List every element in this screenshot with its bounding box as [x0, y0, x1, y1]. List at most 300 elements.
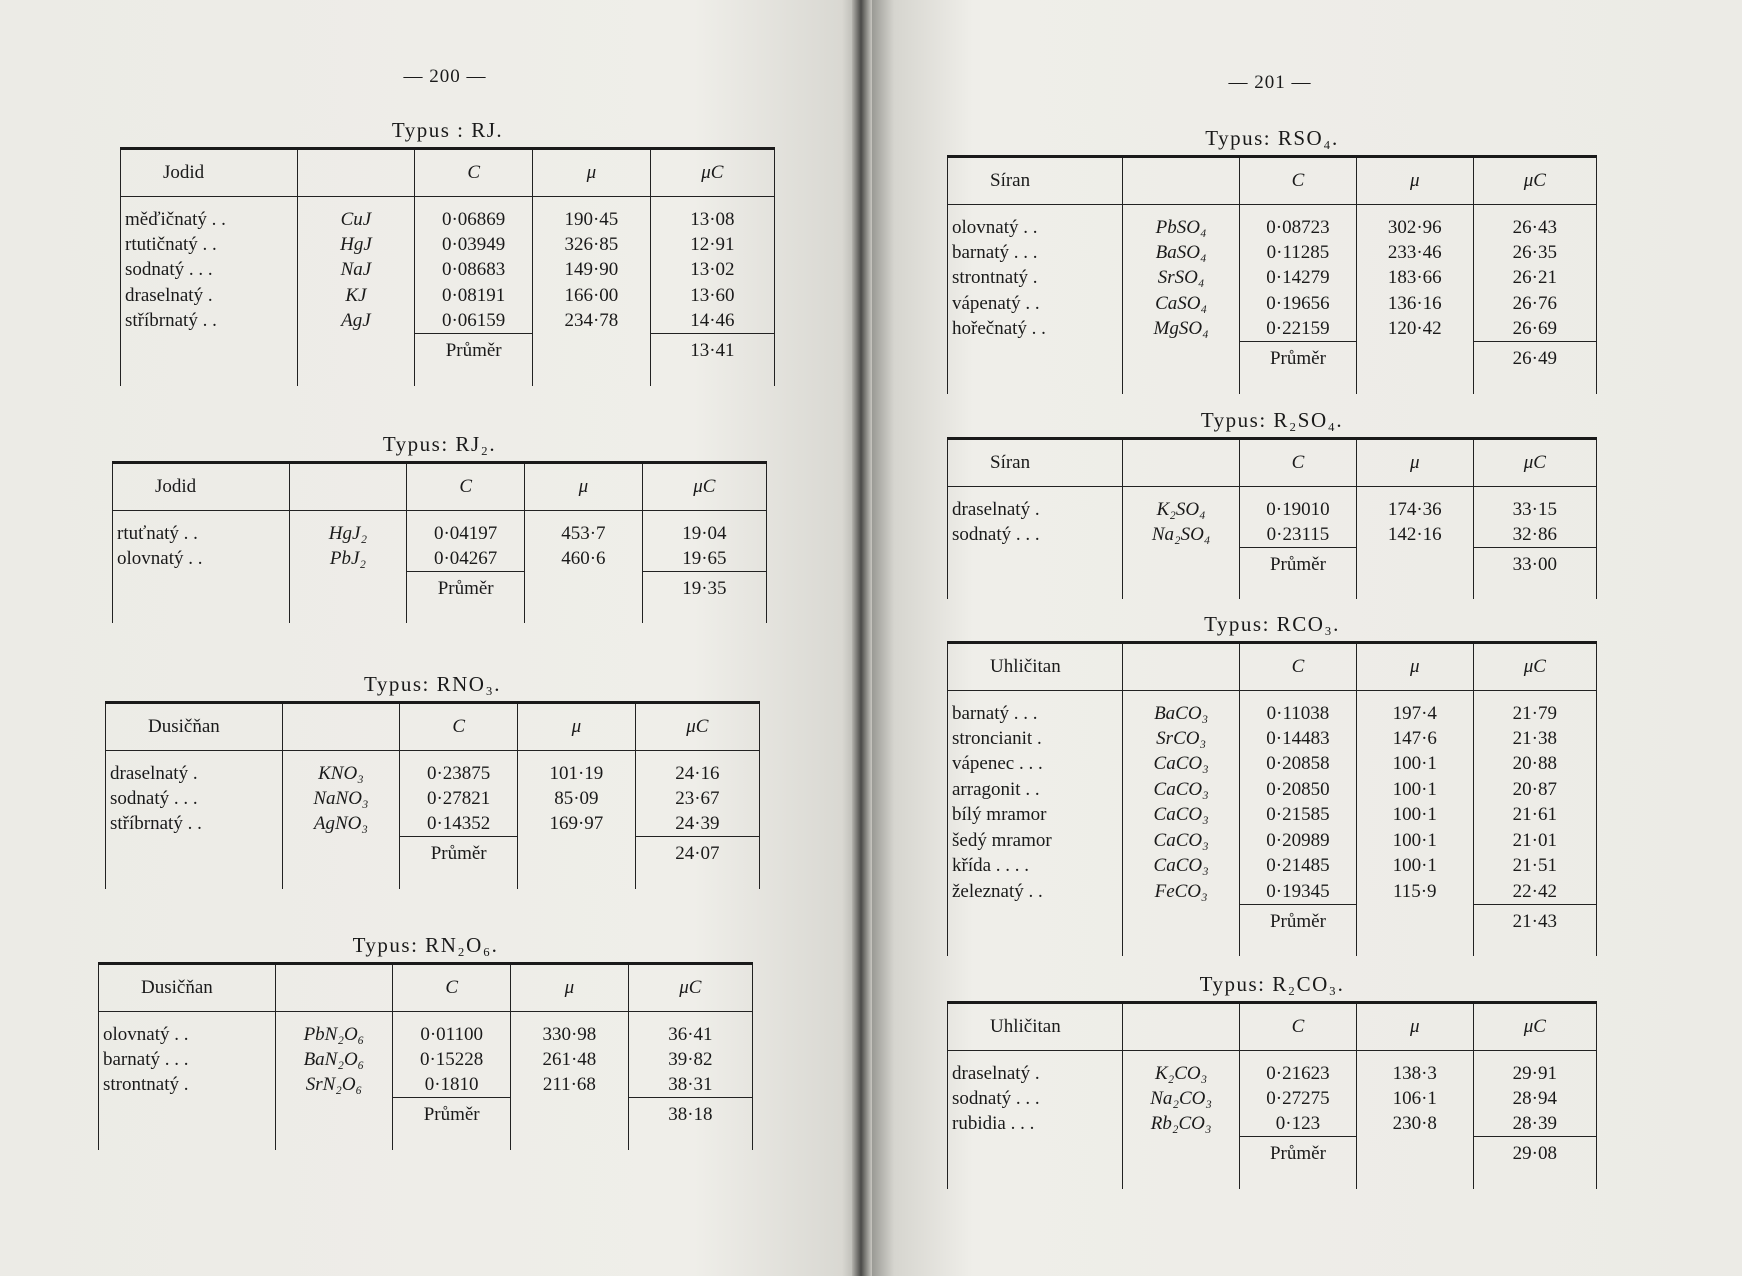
molecular-weight-mu: 197·4: [1356, 690, 1473, 726]
concentration-c: 0·14483: [1240, 726, 1357, 752]
formula: SrN₂O₆: [275, 1072, 393, 1098]
page-number-right: — 201 —: [1228, 72, 1312, 93]
molecular-weight-mu: 100·1: [1356, 853, 1473, 879]
table-row: [948, 1086, 1597, 1112]
formula: Rb₂CO₃: [1123, 1111, 1240, 1137]
average-row: [113, 571, 767, 605]
salt-name: šedý mramor: [948, 828, 1123, 854]
salt-name: olovnatý . .: [948, 204, 1123, 240]
formula: AgNO₃: [282, 811, 400, 837]
header-row: [948, 644, 1597, 690]
product-muc: 23·67: [635, 786, 759, 812]
empty-cell: [635, 871, 759, 889]
molecular-weight-mu: 115·9: [1356, 879, 1473, 905]
empty-cell: [948, 342, 1123, 376]
empty-cell: [1473, 938, 1596, 956]
column-header: μ: [1356, 440, 1473, 486]
column-header: [1123, 1004, 1240, 1050]
data-table: [947, 440, 1597, 599]
molecular-weight-mu: 100·1: [1356, 751, 1473, 777]
table-row: [106, 786, 760, 812]
formula: Na₂SO₄: [1123, 522, 1240, 548]
product-muc: 33·15: [1473, 486, 1596, 522]
data-table: [112, 464, 767, 623]
empty-cell: [113, 605, 290, 623]
empty-cell: [948, 904, 1123, 938]
page-number-left: — 200 —: [403, 66, 487, 87]
concentration-c: 0·20989: [1240, 828, 1357, 854]
product-muc: 24·39: [635, 811, 759, 837]
table-section: [120, 118, 775, 386]
salt-name: měďičnatý . .: [121, 196, 298, 232]
table-row: [948, 853, 1597, 879]
formula: K₂SO₄: [1123, 486, 1240, 522]
empty-cell: [511, 1132, 629, 1150]
table-section: [947, 126, 1597, 394]
empty-cell: [407, 605, 525, 623]
table-row: [948, 1050, 1597, 1086]
column-header: Jodid: [121, 150, 298, 196]
concentration-c: 0·08683: [415, 257, 533, 283]
concentration-c: 0·19010: [1240, 486, 1357, 522]
average-value: 19·35: [642, 571, 766, 605]
concentration-c: 0·08723: [1240, 204, 1357, 240]
salt-name: železnatý . .: [948, 879, 1123, 905]
empty-cell: [511, 1098, 629, 1132]
concentration-c: 0·20850: [1240, 777, 1357, 803]
salt-name: stříbrnatý . .: [121, 308, 298, 334]
salt-name: sodnatý . . .: [948, 1086, 1123, 1112]
empty-cell: [113, 571, 290, 605]
table-row: [948, 751, 1597, 777]
empty-cell: [642, 605, 766, 623]
molecular-weight-mu: 230·8: [1356, 1111, 1473, 1137]
concentration-c: 0·21585: [1240, 802, 1357, 828]
table-row: [106, 811, 760, 837]
molecular-weight-mu: 169·97: [518, 811, 636, 837]
column-header: [282, 704, 400, 750]
empty-cell: [1123, 904, 1240, 938]
column-header: C: [1240, 158, 1357, 204]
concentration-c: 0·23115: [1240, 522, 1357, 548]
empty-cell: [275, 1098, 393, 1132]
empty-cell: [1356, 342, 1473, 376]
empty-cell: [297, 368, 415, 386]
average-value: 24·07: [635, 837, 759, 871]
salt-name: barnatý . . .: [99, 1047, 276, 1073]
column-header: Uhličitan: [948, 644, 1123, 690]
empty-cell: [99, 1098, 276, 1132]
empty-cell: [1356, 1137, 1473, 1171]
product-muc: 20·87: [1473, 777, 1596, 803]
empty-cell: [1123, 938, 1240, 956]
table-row: [948, 316, 1597, 342]
average-row: [99, 1098, 753, 1132]
column-header: μC: [635, 704, 759, 750]
section-title: Typus: RSO₄.: [1205, 126, 1339, 150]
salt-name: rtutičnatý . .: [121, 232, 298, 258]
empty-cell: [1356, 376, 1473, 394]
empty-cell: [628, 1132, 752, 1150]
table-row: [948, 204, 1597, 240]
molecular-weight-mu: 211·68: [511, 1072, 629, 1098]
concentration-c: 0·21485: [1240, 853, 1357, 879]
salt-name: sodnatý . . .: [948, 522, 1123, 548]
table-row: [121, 308, 775, 334]
empty-cell: [121, 368, 298, 386]
salt-name: stříbrnatý . .: [106, 811, 283, 837]
product-muc: 20·88: [1473, 751, 1596, 777]
average-label: Průměr: [400, 837, 518, 871]
product-muc: 13·60: [650, 283, 774, 309]
molecular-weight-mu: 100·1: [1356, 777, 1473, 803]
average-label: Průměr: [415, 334, 533, 368]
product-muc: 14·46: [650, 308, 774, 334]
average-label: Průměr: [1240, 342, 1357, 376]
molecular-weight-mu: 233·46: [1356, 240, 1473, 266]
molecular-weight-mu: 190·45: [533, 196, 651, 232]
concentration-c: 0·20858: [1240, 751, 1357, 777]
product-muc: 26·21: [1473, 265, 1596, 291]
salt-name: barnatý . . .: [948, 240, 1123, 266]
empty-cell: [106, 837, 283, 871]
header-row: [106, 704, 760, 750]
average-label: Průměr: [393, 1098, 511, 1132]
empty-cell: [1356, 547, 1473, 581]
table-row: [99, 1011, 753, 1047]
concentration-c: 0·123: [1240, 1111, 1357, 1137]
concentration-c: 0·27821: [400, 786, 518, 812]
molecular-weight-mu: 149·90: [533, 257, 651, 283]
empty-cell: [393, 1132, 511, 1150]
column-header: μC: [650, 150, 774, 196]
empty-cell: [1123, 547, 1240, 581]
column-header: μ: [1356, 158, 1473, 204]
empty-cell: [99, 1132, 276, 1150]
table-row: [948, 828, 1597, 854]
formula: NaJ: [297, 257, 415, 283]
product-muc: 22·42: [1473, 879, 1596, 905]
formula: CaCO₃: [1123, 751, 1240, 777]
column-header: μC: [642, 464, 766, 510]
formula: FeCO₃: [1123, 879, 1240, 905]
molecular-weight-mu: 166·00: [533, 283, 651, 309]
empty-cell: [106, 871, 283, 889]
table-row: [948, 486, 1597, 522]
empty-cell: [1240, 581, 1357, 599]
spacer-row: [113, 605, 767, 623]
average-row: [106, 837, 760, 871]
concentration-c: 0·22159: [1240, 316, 1357, 342]
average-label: Průměr: [407, 571, 525, 605]
column-header: C: [407, 464, 525, 510]
formula: AgJ: [297, 308, 415, 334]
section-title: Typus: RNO₃.: [363, 672, 502, 696]
concentration-c: 0·27275: [1240, 1086, 1357, 1112]
data-table: [98, 965, 753, 1150]
salt-name: rubidia . . .: [948, 1111, 1123, 1137]
product-muc: 29·91: [1473, 1050, 1596, 1086]
formula: SrSO₄: [1123, 265, 1240, 291]
salt-name: stroncianit .: [948, 726, 1123, 752]
salt-name: barnatý . . .: [948, 690, 1123, 726]
column-header: Jodid: [113, 464, 290, 510]
average-label: Průměr: [1240, 547, 1357, 581]
molecular-weight-mu: 326·85: [533, 232, 651, 258]
table-section: [947, 408, 1597, 599]
empty-cell: [289, 605, 407, 623]
table-row: [948, 522, 1597, 548]
concentration-c: 0·14279: [1240, 265, 1357, 291]
data-table: [947, 158, 1597, 394]
product-muc: 13·02: [650, 257, 774, 283]
empty-cell: [289, 571, 407, 605]
formula: BaCO₃: [1123, 690, 1240, 726]
salt-name: sodnatý . . .: [121, 257, 298, 283]
table-row: [948, 1111, 1597, 1137]
product-muc: 21·01: [1473, 828, 1596, 854]
table-row: [948, 802, 1597, 828]
empty-cell: [1240, 1171, 1357, 1189]
product-muc: 26·69: [1473, 316, 1596, 342]
concentration-c: 0·04197: [407, 510, 525, 546]
salt-name: rtuťnatý . .: [113, 510, 290, 546]
product-muc: 19·65: [642, 546, 766, 572]
section-title: Typus: R₂SO₄.: [1200, 408, 1344, 432]
concentration-c: 0·23875: [400, 750, 518, 786]
table-row: [948, 726, 1597, 752]
salt-name: bílý mramor: [948, 802, 1123, 828]
molecular-weight-mu: 302·96: [1356, 204, 1473, 240]
salt-name: vápenatý . .: [948, 291, 1123, 317]
empty-cell: [525, 571, 643, 605]
column-header: Dusičňan: [99, 965, 276, 1011]
molecular-weight-mu: 101·19: [518, 750, 636, 786]
empty-cell: [275, 1132, 393, 1150]
average-value: 38·18: [628, 1098, 752, 1132]
formula: CaCO₃: [1123, 802, 1240, 828]
formula: NaNO₃: [282, 786, 400, 812]
column-header: μC: [1473, 158, 1596, 204]
molecular-weight-mu: 261·48: [511, 1047, 629, 1073]
column-header: μC: [1473, 1004, 1596, 1050]
empty-cell: [1123, 376, 1240, 394]
column-header: C: [1240, 644, 1357, 690]
average-value: 26·49: [1473, 342, 1596, 376]
concentration-c: 0·1810: [393, 1072, 511, 1098]
salt-name: strontnatý .: [99, 1072, 276, 1098]
data-table: [120, 150, 775, 386]
formula: K₂CO₃: [1123, 1050, 1240, 1086]
column-header: Dusičňan: [106, 704, 283, 750]
column-header: μ: [525, 464, 643, 510]
average-row: [948, 1137, 1597, 1171]
column-header: μC: [1473, 644, 1596, 690]
empty-cell: [1356, 938, 1473, 956]
empty-cell: [1123, 1171, 1240, 1189]
concentration-c: 0·14352: [400, 811, 518, 837]
spacer-row: [121, 368, 775, 386]
column-header: [1123, 158, 1240, 204]
section-title: Typus: RCO₃.: [1204, 612, 1340, 636]
table-row: [948, 777, 1597, 803]
formula: PbJ₂: [289, 546, 407, 572]
molecular-weight-mu: 106·1: [1356, 1086, 1473, 1112]
formula: CuJ: [297, 196, 415, 232]
table-section: [947, 972, 1597, 1189]
molecular-weight-mu: 453·7: [525, 510, 643, 546]
header-row: [948, 440, 1597, 486]
empty-cell: [282, 871, 400, 889]
salt-name: křída . . . .: [948, 853, 1123, 879]
formula: HgJ: [297, 232, 415, 258]
average-value: 21·43: [1473, 904, 1596, 938]
empty-cell: [518, 837, 636, 871]
product-muc: 21·79: [1473, 690, 1596, 726]
concentration-c: 0·11038: [1240, 690, 1357, 726]
formula: CaCO₃: [1123, 853, 1240, 879]
product-muc: 19·04: [642, 510, 766, 546]
salt-name: strontnatý .: [948, 265, 1123, 291]
column-header: [1123, 440, 1240, 486]
average-row: [948, 342, 1597, 376]
concentration-c: 0·11285: [1240, 240, 1357, 266]
empty-cell: [1240, 938, 1357, 956]
molecular-weight-mu: 460·6: [525, 546, 643, 572]
section-title: Typus: RN₂O₆.: [352, 933, 499, 957]
product-muc: 28·94: [1473, 1086, 1596, 1112]
column-header: C: [400, 704, 518, 750]
formula: KNO₃: [282, 750, 400, 786]
table-row: [948, 265, 1597, 291]
empty-cell: [518, 871, 636, 889]
empty-cell: [1123, 581, 1240, 599]
empty-cell: [525, 605, 643, 623]
concentration-c: 0·03949: [415, 232, 533, 258]
product-muc: 39·82: [628, 1047, 752, 1073]
column-header: Uhličitan: [948, 1004, 1123, 1050]
column-header: μ: [518, 704, 636, 750]
spacer-row: [948, 1171, 1597, 1189]
formula: MgSO₄: [1123, 316, 1240, 342]
product-muc: 36·41: [628, 1011, 752, 1047]
table-section: [98, 933, 753, 1150]
product-muc: 21·51: [1473, 853, 1596, 879]
table-row: [113, 510, 767, 546]
average-value: 29·08: [1473, 1137, 1596, 1171]
header-row: [121, 150, 775, 196]
table-section: [947, 612, 1597, 956]
column-header: μ: [1356, 1004, 1473, 1050]
column-header: μC: [1473, 440, 1596, 486]
molecular-weight-mu: 138·3: [1356, 1050, 1473, 1086]
average-row: [948, 547, 1597, 581]
formula: CaSO₄: [1123, 291, 1240, 317]
formula: Na₂CO₃: [1123, 1086, 1240, 1112]
empty-cell: [1123, 342, 1240, 376]
empty-cell: [948, 1137, 1123, 1171]
section-title: Typus: R₂CO₃.: [1199, 972, 1345, 996]
data-table: [947, 1004, 1597, 1189]
column-header: Síran: [948, 158, 1123, 204]
molecular-weight-mu: 136·16: [1356, 291, 1473, 317]
table-row: [121, 257, 775, 283]
molecular-weight-mu: 100·1: [1356, 802, 1473, 828]
table-row: [948, 240, 1597, 266]
product-muc: 32·86: [1473, 522, 1596, 548]
empty-cell: [533, 334, 651, 368]
molecular-weight-mu: 100·1: [1356, 828, 1473, 854]
product-muc: 26·35: [1473, 240, 1596, 266]
column-header: μ: [511, 965, 629, 1011]
salt-name: sodnatý . . .: [106, 786, 283, 812]
header-row: [99, 965, 753, 1011]
average-row: [948, 904, 1597, 938]
product-muc: 26·76: [1473, 291, 1596, 317]
concentration-c: 0·01100: [393, 1011, 511, 1047]
average-label: Průměr: [1240, 904, 1357, 938]
average-value: 33·00: [1473, 547, 1596, 581]
empty-cell: [400, 871, 518, 889]
empty-cell: [650, 368, 774, 386]
average-label: Průměr: [1240, 1137, 1357, 1171]
molecular-weight-mu: 120·42: [1356, 316, 1473, 342]
empty-cell: [415, 368, 533, 386]
empty-cell: [1356, 581, 1473, 599]
empty-cell: [1473, 581, 1596, 599]
molecular-weight-mu: 234·78: [533, 308, 651, 334]
salt-name: vápenec . . .: [948, 751, 1123, 777]
molecular-weight-mu: 330·98: [511, 1011, 629, 1047]
salt-name: draselnatý .: [106, 750, 283, 786]
table-row: [121, 283, 775, 309]
product-muc: 28·39: [1473, 1111, 1596, 1137]
header-row: [948, 1004, 1597, 1050]
salt-name: draselnatý .: [948, 1050, 1123, 1086]
spacer-row: [948, 581, 1597, 599]
salt-name: arragonit . .: [948, 777, 1123, 803]
molecular-weight-mu: 183·66: [1356, 265, 1473, 291]
salt-name: olovnatý . .: [113, 546, 290, 572]
formula: PbSO₄: [1123, 204, 1240, 240]
product-muc: 21·61: [1473, 802, 1596, 828]
formula: SrCO₃: [1123, 726, 1240, 752]
data-table: [105, 704, 760, 889]
table-section: [112, 432, 767, 623]
salt-name: hořečnatý . .: [948, 316, 1123, 342]
concentration-c: 0·21623: [1240, 1050, 1357, 1086]
molecular-weight-mu: 142·16: [1356, 522, 1473, 548]
product-muc: 13·08: [650, 196, 774, 232]
salt-name: draselnatý .: [121, 283, 298, 309]
column-header: C: [1240, 1004, 1357, 1050]
concentration-c: 0·15228: [393, 1047, 511, 1073]
section-title: Typus: RJ₂.: [382, 432, 497, 456]
data-table: [947, 644, 1597, 956]
book-gutter: [852, 0, 872, 1276]
product-muc: 26·43: [1473, 204, 1596, 240]
table-row: [106, 750, 760, 786]
product-muc: 24·16: [635, 750, 759, 786]
spacer-row: [99, 1132, 753, 1150]
concentration-c: 0·06159: [415, 308, 533, 334]
column-header: μ: [1356, 644, 1473, 690]
product-muc: 38·31: [628, 1072, 752, 1098]
empty-cell: [948, 938, 1123, 956]
molecular-weight-mu: 174·36: [1356, 486, 1473, 522]
empty-cell: [948, 581, 1123, 599]
salt-name: olovnatý . .: [99, 1011, 276, 1047]
